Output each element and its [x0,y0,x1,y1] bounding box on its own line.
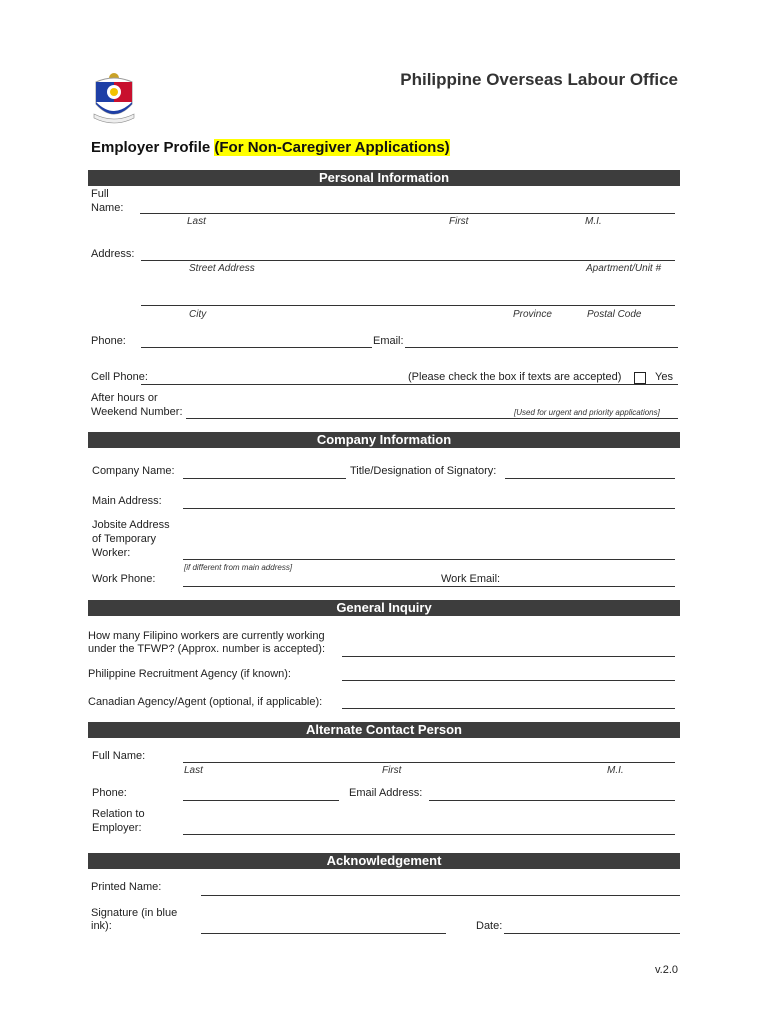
date-label: Date: [476,920,503,932]
alt-email-field[interactable] [429,800,675,801]
work-phone-label: Work Phone: [92,573,156,585]
signatory-title-field[interactable] [505,478,675,479]
email-field[interactable] [405,347,678,348]
diff-address-note: [if different from main address] [184,563,293,572]
jobsite-address-field[interactable] [183,559,675,560]
first-sublabel: First [449,216,469,227]
after-hours-label-line1: After hours or [91,392,158,404]
city-province-field[interactable] [141,305,675,306]
ca-agency-field[interactable] [342,708,675,709]
full-name-field[interactable] [140,213,675,214]
address-label: Address: [91,248,135,260]
signature-label-line1: Signature (in blue [91,907,178,919]
texts-note: (Please check the box if texts are accepted) [408,371,622,383]
signatory-title-label: Title/Designation of Signatory: [350,465,497,477]
street-address-field[interactable] [141,260,675,261]
yes-label: Yes [655,371,673,383]
date-field[interactable] [504,933,680,934]
texts-accepted-checkbox[interactable] [634,372,646,384]
relation-label-line2: Employer: [92,822,142,834]
ph-agency-label: Philippine Recruitment Agency (if known): [88,668,291,680]
section-bar-inquiry: General Inquiry [88,600,680,616]
alt-last-sublabel: Last [184,765,203,776]
company-name-label: Company Name: [92,465,175,477]
last-sublabel: Last [187,216,206,227]
ph-agency-field[interactable] [342,680,675,681]
printed-name-field[interactable] [201,895,680,896]
phone-label: Phone: [91,335,126,347]
work-email-label: Work Email: [441,573,501,585]
version-label: v.2.0 [654,964,678,976]
apt-sublabel: Apartment/Unit # [586,263,662,274]
province-sublabel: Province [513,309,552,320]
section-bar-personal: Personal Information [88,170,680,186]
jobsite-label-line2: of Temporary [92,533,156,545]
office-title: Philippine Overseas Labour Office [400,70,678,89]
section-bar-ack: Acknowledgement [88,853,680,869]
street-sublabel: Street Address [189,263,255,274]
section-bar-alternate: Alternate Contact Person [88,722,680,738]
alt-full-name-field[interactable] [183,762,675,763]
phone-field[interactable] [141,347,372,348]
philippine-seal-logo [88,66,140,130]
alt-phone-field[interactable] [183,800,339,801]
signature-label-line2: ink): [91,920,112,932]
company-name-field[interactable] [183,478,346,479]
cell-phone-label: Cell Phone: [91,371,148,383]
relation-field[interactable] [183,834,675,835]
printed-name-label: Printed Name: [91,881,162,893]
ca-agency-label: Canadian Agency/Agent (optional, if applicable): [88,696,323,708]
alt-email-label: Email Address: [349,787,423,799]
mi-sublabel: M.I. [585,216,602,227]
cell-phone-field[interactable] [141,384,678,385]
relation-label-line1: Relation to [92,808,145,820]
alt-mi-sublabel: M.I. [607,765,624,776]
workers-question-line2: under the TFWP? (Approx. number is accepted): [88,643,326,655]
postal-sublabel: Postal Code [587,309,642,320]
city-sublabel: City [189,309,207,320]
urgent-note: [Used for urgent and priority applications] [514,408,660,417]
full-name-label-line1: Full [91,188,109,200]
form-subtitle-highlight: (For Non-Caregiver Applications) [214,139,450,156]
after-hours-field[interactable] [186,418,678,419]
jobsite-label-line3: Worker: [92,547,131,559]
workers-question-line1: How many Filipino workers are currently working [88,630,325,642]
alt-phone-label: Phone: [92,787,127,799]
alt-first-sublabel: First [382,765,402,776]
section-bar-company: Company Information [88,432,680,448]
email-label: Email: [373,335,404,347]
signature-field[interactable] [201,933,446,934]
workers-count-field[interactable] [342,656,675,657]
alt-full-name-label: Full Name: [92,750,146,762]
after-hours-label-line2: Weekend Number: [91,406,183,418]
main-address-label: Main Address: [92,495,162,507]
work-phone-field[interactable] [183,586,675,587]
form-title [91,139,450,156]
full-name-label-line2: Name: [91,202,124,214]
form-title-main: Employer Profile [91,139,211,156]
main-address-field[interactable] [183,508,675,509]
jobsite-label-line1: Jobsite Address [92,519,170,531]
